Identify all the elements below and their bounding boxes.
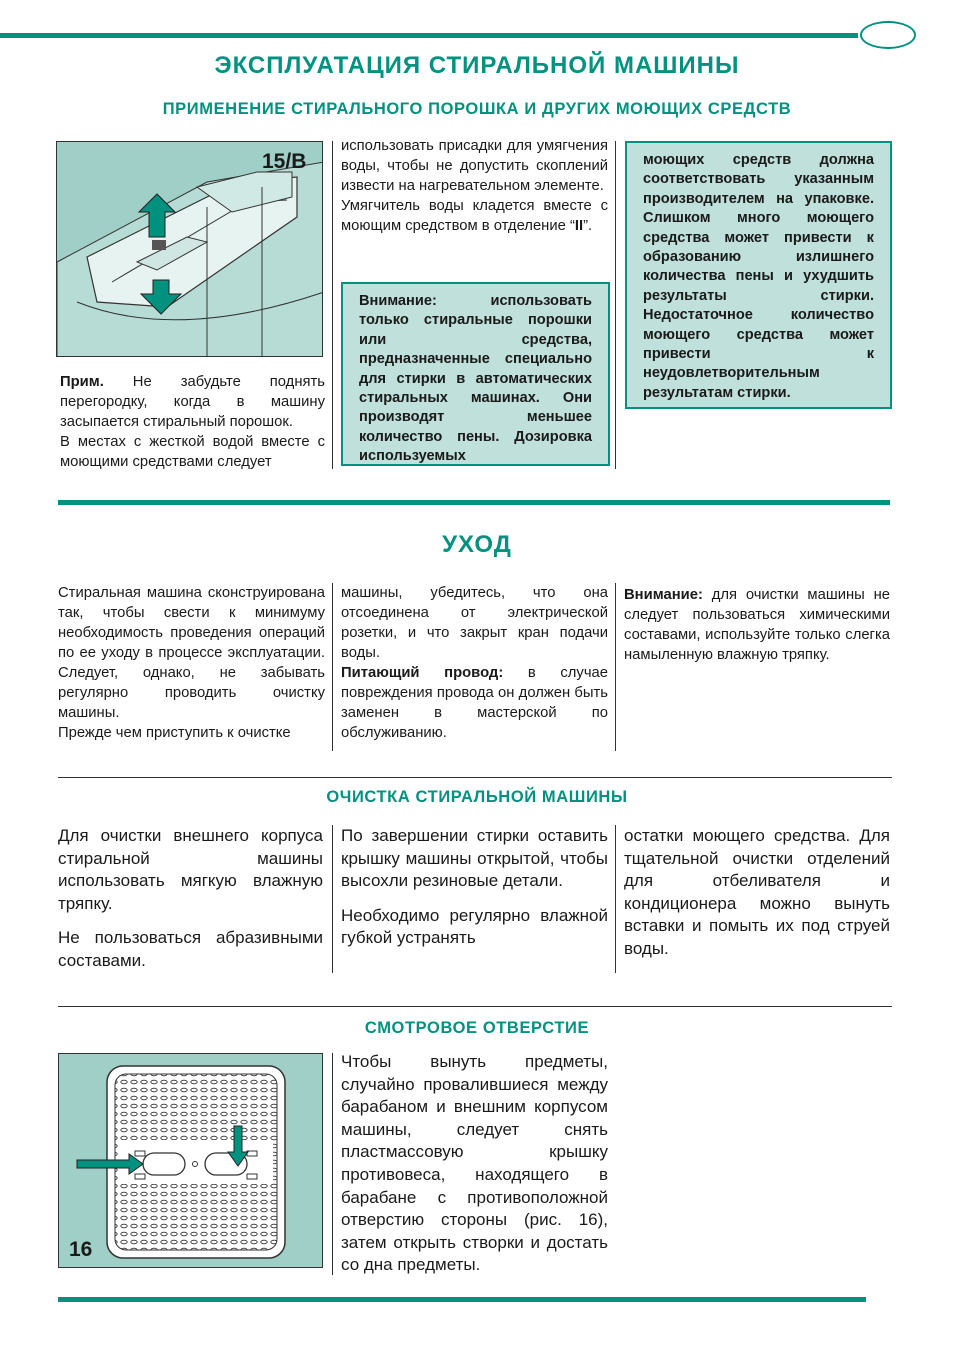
column-divider xyxy=(332,141,333,469)
column-divider xyxy=(332,825,333,973)
care-col3: Внимание: для очистки машины не следует пользоваться химическими составами, используйте только слегка намыленную влажную тряпку. xyxy=(624,587,890,663)
care-col2: машины, убедитесь, что она отсоединена от электрической розетки, и что закрыт кран подачи воды. Питающий провод: в случае повреждения провода он должен быть заменен в мастерской по обслуживанию. xyxy=(341,585,608,741)
top-rule xyxy=(0,33,858,38)
detergent-col1: Прим. Не забудьте поднять перегородку, когда в машину засыпается стиральный порошок. В местах с жесткой водой вместе с моющими средствами следует xyxy=(60,374,325,470)
section-title-cleaning: ОЧИСТКА СТИРАЛЬНОЙ МАШИНЫ xyxy=(326,788,628,806)
section-rule-thin xyxy=(58,777,892,778)
power-cord-label: Питающий провод: xyxy=(341,665,504,681)
page-title: ЭКСПЛУАТАЦИЯ СТИРАЛЬНОЙ МАШИНЫ xyxy=(214,52,740,79)
note-label: Прим. xyxy=(60,374,104,390)
warning-box-1: Внимание: использовать только стиральные порошки или средства, предназначенные специально для стирки в автоматических стиральных машинах. Они производят меньшее количество пены. Дозировка используемых xyxy=(341,282,610,466)
section-title-care: УХОД xyxy=(442,531,512,558)
warning-box-2: моющих средств должна соответствовать указанным производителем на упаковке. Слишком много моющего средства может привести к образованию излишнего количества пены и ухудшить результаты стирки. Недостаточное количество моющего средства может привести к неудовлетворительным результатам стирки. xyxy=(625,141,892,409)
language-tab xyxy=(860,21,916,49)
attention-label: Внимание: xyxy=(624,587,703,603)
cleaning-col1: Для очистки внешнего корпуса стиральной машины использовать мягкую влажную тряпку. Не пользоваться абразивными составами. xyxy=(58,826,323,970)
dispenser-drawer-illustration xyxy=(57,142,323,357)
detergent-col2: использовать присадки для умягчения воды, чтобы не допустить скоплений извести на нагревательном элементе. Умягчитель воды кладется вместе с моющим средством в отделение “II”. xyxy=(341,138,608,234)
inspection-text: Чтобы вынуть предметы, случайно провалившиеся между барабаном и внешним корпусом машины, следует снять пластмассовую крышку противовеса, находящего в барабане с противоположной отверстию стороны (рис. 16), затем открыть створки и достать со дна предметы. xyxy=(341,1052,608,1275)
figure-16 xyxy=(58,1053,323,1268)
care-col1: Стиральная машина сконструирована так, чтобы свести к минимуму необходимость проведения операций по ее уходу в процессе эксплуатации. Следует, однако, не забывать регулярно проводить очистку машины. Прежде чем приступить к очистке xyxy=(58,585,325,741)
cleaning-col2: По завершении стирки оставить крышку машины открытой, чтобы высохли резиновые детали. Необходимо регулярно влажной губкой устранять xyxy=(341,826,608,948)
figure-15b-label: 15/B xyxy=(262,150,307,173)
column-divider xyxy=(332,1053,333,1275)
column-divider xyxy=(615,583,616,751)
figure-16-label: 16 xyxy=(69,1238,93,1261)
column-divider xyxy=(615,141,616,469)
column-divider xyxy=(615,825,616,973)
section-rule xyxy=(58,500,890,505)
section-subtitle-detergent: ПРИМЕНЕНИЕ СТИРАЛЬНОГО ПОРОШКА И ДРУГИХ МОЮЩИХ СРЕДСТВ xyxy=(162,100,792,118)
figure-15b xyxy=(56,141,323,357)
cleaning-col3: остатки моющего средства. Для тщательной очистки отделений для отбеливателя и кондиционера можно вынуть вставки и помыть их под струей воды. xyxy=(624,826,890,958)
section-title-inspection: СМОТРОВОЕ ОТВЕРСТИЕ xyxy=(364,1019,590,1037)
bottom-rule xyxy=(58,1297,866,1302)
section-rule-thin xyxy=(58,1006,892,1007)
counterweight-cover-illustration xyxy=(59,1054,323,1268)
column-divider xyxy=(332,583,333,751)
